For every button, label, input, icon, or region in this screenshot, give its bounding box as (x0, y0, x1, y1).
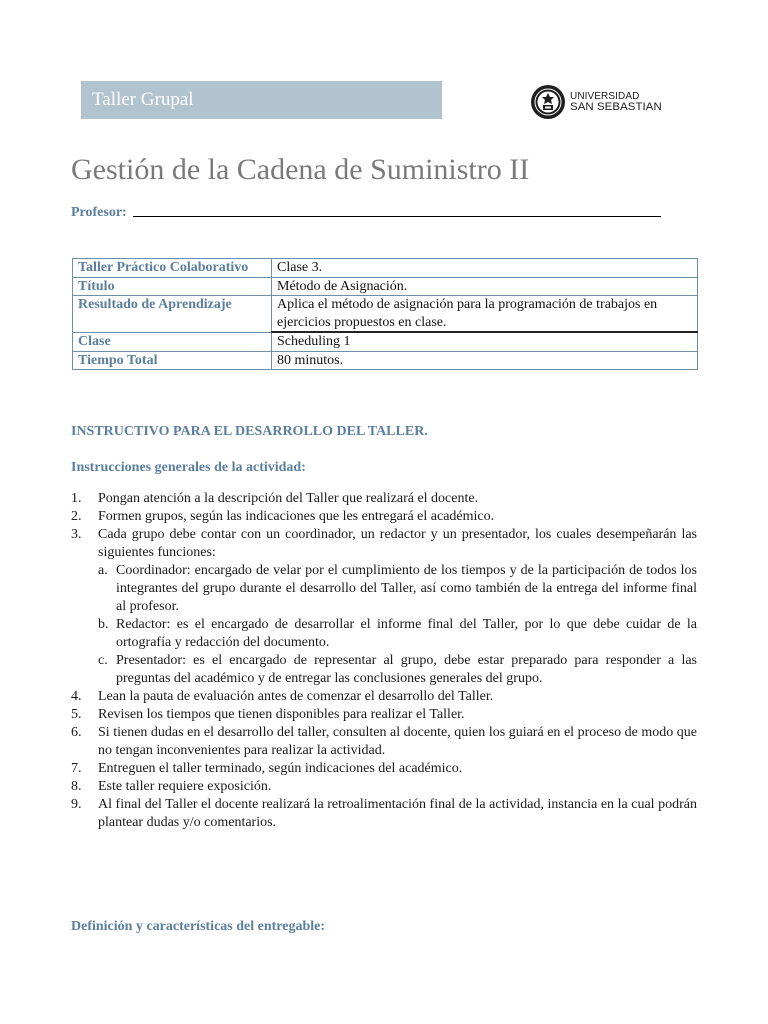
roles-sublist (98, 562, 697, 688)
list-item (71, 508, 697, 526)
table-row (73, 351, 698, 370)
banner-label: Taller Grupal (92, 89, 194, 110)
sublist-letter: b. (98, 617, 109, 632)
general-instructions-heading: Instrucciones generales de la actividad: (71, 460, 306, 475)
list-text: Entreguen el taller terminado, según indicaciones del académico. (98, 761, 463, 776)
profesor-blank-line (133, 215, 661, 217)
list-item (71, 706, 697, 724)
table-value: Método de Asignación. (272, 277, 698, 296)
table-row (73, 277, 698, 296)
sublist-item (98, 616, 697, 652)
list-number: 4. (71, 689, 82, 704)
list-number: 8. (71, 779, 82, 794)
sublist-text: Coordinador: encargado de velar por el cumplimiento de los tiempos y de la participación de todos los integrantes del grupo durante el desarrollo del Taller, así como también de la entrega del informe final al profesor. (116, 563, 697, 614)
list-number: 1. (71, 491, 82, 506)
list-item (71, 490, 697, 508)
list-item (71, 526, 697, 688)
logo-line-1: UNIVERSIDAD (570, 91, 640, 102)
list-number: 7. (71, 761, 82, 776)
table-row (73, 296, 698, 333)
list-number: 9. (71, 797, 82, 812)
list-text: Al final del Taller el docente realizará la retroalimentación final de la actividad, instancia en la cual podrán plantear dudas y/o comentarios. (98, 797, 697, 830)
list-text: Revisen los tiempos que tienen disponibles para realizar el Taller. (98, 707, 465, 722)
table-row (73, 259, 698, 278)
list-text: Formen grupos, según las indicaciones que les entregará el académico. (98, 509, 495, 524)
list-number: 2. (71, 509, 82, 524)
profesor-field (71, 205, 661, 221)
table-key: Clase (73, 332, 272, 351)
logo-line-2: SAN SEBASTIAN (570, 101, 662, 113)
document-title: Gestión de la Cadena de Suministro II (71, 153, 530, 186)
list-text: Este taller requiere exposición. (98, 779, 272, 794)
table-key: Resultado de Aprendizaje (73, 296, 272, 333)
list-item (71, 796, 697, 832)
sublist-letter: c. (98, 653, 108, 668)
university-name (570, 91, 662, 113)
list-text: Si tienen dudas en el desarrollo del taller, consulten al docente, quien los guiará en el proceso de modo que no tengan inconvenientes para realizar la actividad. (98, 725, 697, 758)
info-table (72, 258, 698, 370)
university-seal-icon (530, 82, 568, 124)
table-row (73, 332, 698, 351)
table-value: Scheduling 1 (272, 332, 698, 351)
table-key: Taller Práctico Colaborativo (73, 259, 272, 278)
list-number: 5. (71, 707, 82, 722)
deliverable-heading: Definición y características del entregable: (71, 919, 326, 934)
table-value: Aplica el método de asignación para la programación de trabajos en ejercicios propuestos en clase. (272, 296, 698, 333)
list-text: Pongan atención a la descripción del Taller que realizará el docente. (98, 491, 479, 506)
list-item (71, 760, 697, 778)
table-value: Clase 3. (272, 259, 698, 278)
list-item (71, 724, 697, 760)
section-heading: INSTRUCTIVO PARA EL DESARROLLO DEL TALLER. (71, 424, 428, 439)
table-key: Tiempo Total (73, 351, 272, 370)
university-logo (530, 82, 670, 124)
table-key: Título (73, 277, 272, 296)
instructions-list (71, 490, 697, 832)
list-item (71, 688, 697, 706)
sublist-text: Presentador: es el encargado de representar al grupo, debe estar preparado para responder a las preguntas del académico y de entregar las conclusiones generales del grupo. (116, 653, 697, 686)
sublist-item (98, 562, 697, 616)
list-text: Cada grupo debe contar con un coordinador, un redactor y un presentador, los cuales desempeñarán las siguientes funciones: (98, 527, 697, 560)
list-text: Lean la pauta de evaluación antes de comenzar el desarrollo del Taller. (98, 689, 494, 704)
list-number: 3. (71, 527, 82, 542)
sublist-text: Redactor: es el encargado de desarrollar el informe final del Taller, por lo que debe cuidar de la ortografía y redacción del documento. (116, 617, 697, 650)
list-number: 6. (71, 725, 82, 740)
profesor-label: Profesor: (71, 205, 127, 220)
header-banner (81, 81, 442, 119)
table-value: 80 minutos. (272, 351, 698, 370)
list-item (71, 778, 697, 796)
sublist-letter: a. (98, 563, 108, 578)
sublist-item (98, 652, 697, 688)
